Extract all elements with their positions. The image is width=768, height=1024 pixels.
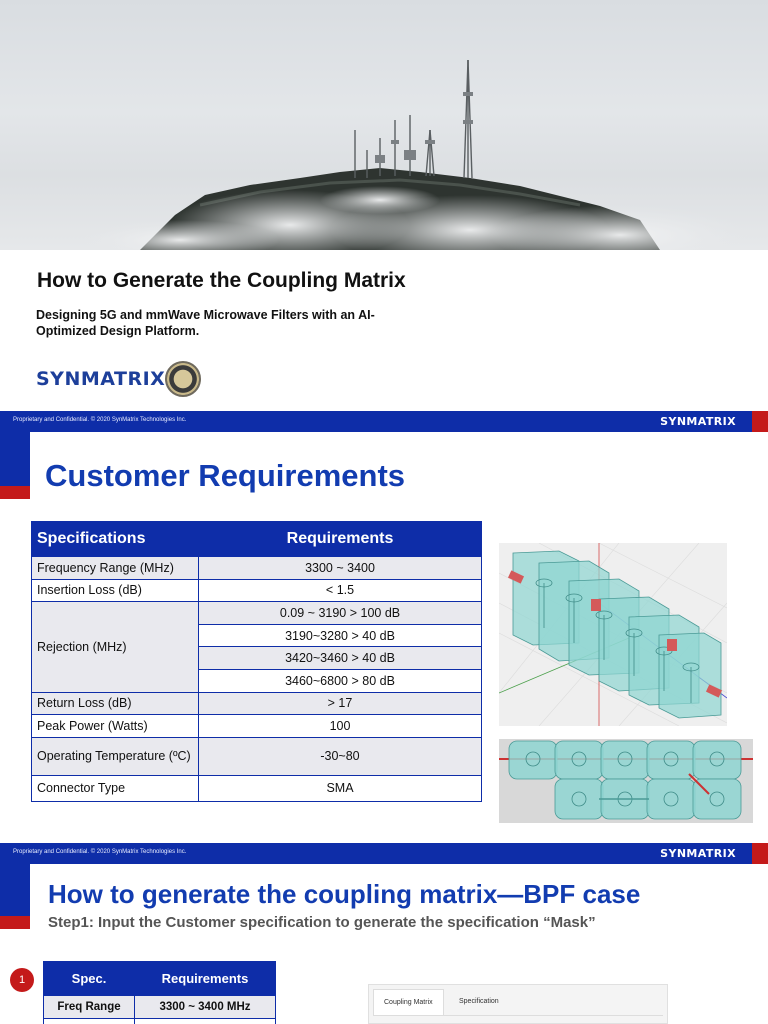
slide1-subtitle: Designing 5G and mmWave Microwave Filters with an AI-Optimized Design Platform. bbox=[36, 308, 375, 338]
synmatrix-logo: SYNMATRIX bbox=[36, 368, 166, 390]
table-header-specifications: Specifications bbox=[32, 522, 199, 557]
table-cell-req: -30~80 bbox=[199, 737, 482, 775]
filter-2d-layout bbox=[499, 739, 753, 823]
footer-bar-1 bbox=[0, 411, 752, 432]
table-header-spec: Spec. bbox=[44, 962, 135, 996]
table-cell-req: SMA bbox=[199, 775, 482, 801]
table-cell-spec: Rejection (MHz) bbox=[32, 602, 199, 692]
tab-coupling-matrix[interactable]: Coupling Matrix bbox=[373, 989, 444, 1015]
footer-brand: SYNMATRIX bbox=[660, 415, 736, 428]
side-accent-blue bbox=[0, 864, 30, 916]
red-tab-decoration bbox=[752, 411, 768, 432]
table-cell-spec: Frequency Range (MHz) bbox=[32, 557, 199, 580]
table-cell-req: 0.09 ~ 3190 > 100 dB bbox=[199, 602, 482, 625]
table-cell-spec: Insertion Loss (dB) bbox=[32, 579, 199, 602]
table-header-requirements: Requirements bbox=[199, 522, 482, 557]
award-badge-icon bbox=[165, 361, 201, 397]
tab-divider bbox=[373, 1015, 663, 1016]
confidential-notice: Proprietary and Confidential. © 2020 SynMatrix Technologies Inc. bbox=[13, 849, 187, 855]
tab-specification[interactable]: Specification bbox=[459, 998, 499, 1005]
table-cell-req: 3300 ~ 3400 MHz bbox=[135, 996, 276, 1019]
table-cell-spec: Operating Temperature (ºC) bbox=[32, 737, 199, 775]
slide1-title: How to Generate the Coupling Matrix bbox=[37, 269, 406, 292]
footer-bar-2 bbox=[0, 843, 752, 864]
mountain-antenna-illustration bbox=[0, 0, 768, 250]
hero-image bbox=[0, 0, 768, 250]
table-cell-req: > 17 bbox=[199, 692, 482, 715]
side-accent-red bbox=[0, 916, 30, 929]
footer-brand: SYNMATRIX bbox=[660, 847, 736, 860]
table-cell-empty bbox=[44, 1019, 135, 1024]
requirements-table bbox=[31, 521, 482, 802]
step-number-badge: 1 bbox=[10, 968, 34, 992]
table-cell-empty bbox=[135, 1019, 276, 1024]
table-cell-req: 3460~6800 > 80 dB bbox=[199, 669, 482, 692]
table-cell-spec: Peak Power (Watts) bbox=[32, 715, 199, 738]
side-accent-red bbox=[0, 486, 30, 499]
table-cell-req: 3300 ~ 3400 bbox=[199, 557, 482, 580]
red-tab-decoration bbox=[752, 843, 768, 864]
table-cell-spec: Freq Range bbox=[44, 996, 135, 1019]
slide2-title: Customer Requirements bbox=[45, 458, 406, 493]
side-accent-blue bbox=[0, 432, 30, 486]
table-cell-req: 3420~3460 > 40 dB bbox=[199, 647, 482, 670]
slide3-subtitle: Step1: Input the Customer specification to generate the specification “Mask” bbox=[48, 914, 596, 931]
table-cell-req: < 1.5 bbox=[199, 579, 482, 602]
table-cell-req: 3190~3280 > 40 dB bbox=[199, 624, 482, 647]
coupling-matrix-panel bbox=[368, 984, 668, 1024]
slide3-title: How to generate the coupling matrix—BPF case bbox=[48, 879, 641, 909]
table-cell-spec: Connector Type bbox=[32, 775, 199, 801]
confidential-notice: Proprietary and Confidential. © 2020 SynMatrix Technologies Inc. bbox=[13, 417, 187, 423]
filter-3d-render bbox=[499, 543, 727, 726]
table-cell-spec: Return Loss (dB) bbox=[32, 692, 199, 715]
table-header-requirements: Requirements bbox=[135, 962, 276, 996]
table-cell-req: 100 bbox=[199, 715, 482, 738]
spec-table bbox=[43, 961, 276, 1024]
